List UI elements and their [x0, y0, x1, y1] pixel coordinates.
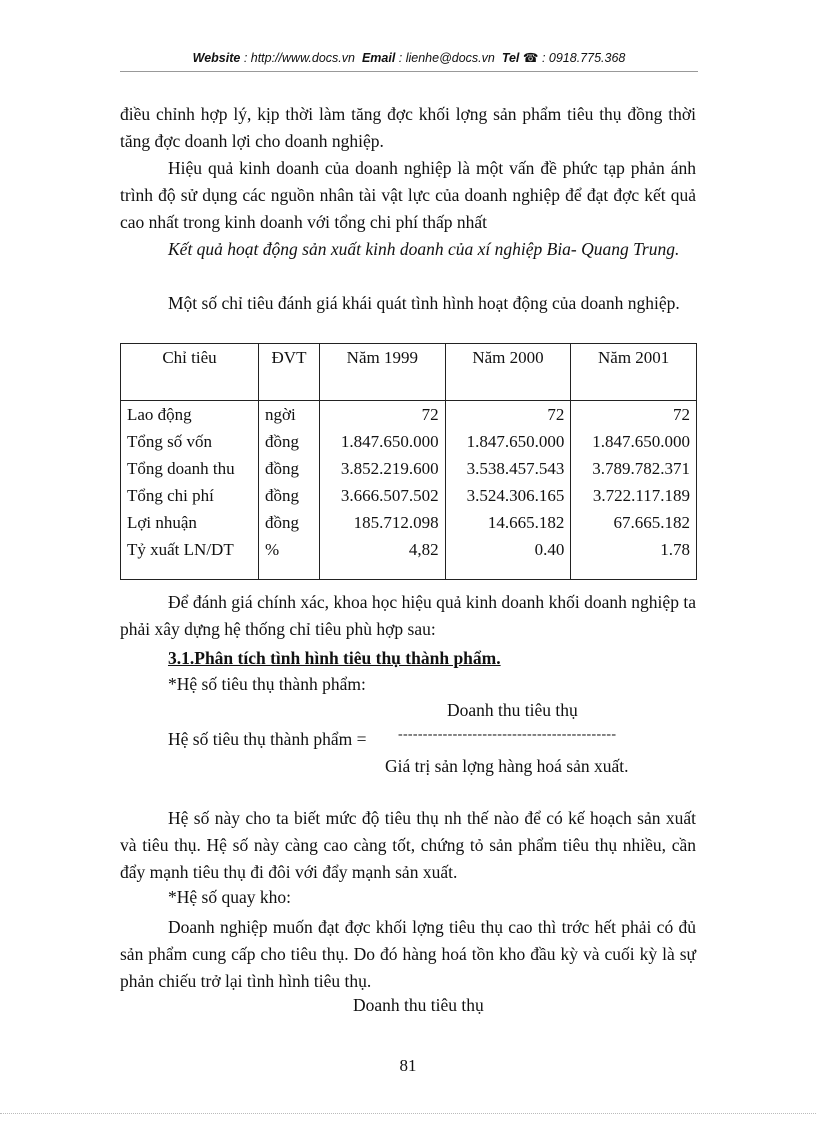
row-unit: đồng: [259, 428, 320, 455]
page-number: 81: [399, 1056, 417, 1075]
row-label: Lợi nhuận: [121, 509, 259, 536]
value-2001: 1.78: [571, 536, 697, 563]
header-2001: Năm 2001: [571, 344, 697, 401]
value-1999: 3.666.507.502: [320, 482, 446, 509]
row-unit: đồng: [259, 509, 320, 536]
value-2001: 3.722.117.189: [571, 482, 697, 509]
row-unit: %: [259, 536, 320, 563]
section-heading: 3.1.Phân tích tình hình tiêu thụ thành phẩm.: [168, 648, 501, 668]
table-row: [121, 509, 697, 536]
tel-value: ☎ : 0918.775.368: [522, 51, 626, 65]
formula-2-label: *Hệ số quay kho:: [168, 887, 291, 907]
email-label: Email: [361, 51, 396, 65]
header-1999: Năm 1999: [320, 344, 446, 401]
row-label: Tổng doanh thu: [121, 455, 259, 482]
website-value: : http://www.docs.vn: [243, 51, 355, 65]
row-label: Lao động: [121, 401, 259, 429]
page-header: [120, 50, 698, 65]
tel-label: Tel: [501, 51, 520, 65]
header-chi-tieu: Chỉ tiêu: [121, 344, 259, 401]
formula-1-numerator: Doanh thu tiêu thụ: [447, 700, 578, 720]
value-2001: 3.789.782.371: [571, 455, 697, 482]
row-label: Tổng số vốn: [121, 428, 259, 455]
table-row: [121, 428, 697, 455]
table-row: [121, 536, 697, 563]
email-value: : lienhe@docs.vn: [398, 51, 495, 65]
paragraph-6: Hệ số này cho ta biết mức độ tiêu thụ nh thế nào để có kế hoạch sản xuất và tiêu thụ. Hệ số này càng cao càng tốt, chứng tỏ sản phẩm tiêu thụ nhiều, cần đẩy mạnh tiêu thụ đi đôi với đẩy mạnh sản xuất.: [120, 808, 696, 882]
value-2000: 0.40: [445, 536, 571, 563]
paragraph-4: Một số chỉ tiêu đánh giá khái quát tình hình hoạt động của doanh nghiệp.: [168, 293, 680, 313]
row-unit: đồng: [259, 455, 320, 482]
fraction-bar: --------------------------------------------: [398, 727, 617, 742]
row-unit: ngời: [259, 401, 320, 429]
row-unit: đồng: [259, 482, 320, 509]
row-label: Tỷ xuất LN/DT: [121, 536, 259, 563]
value-2001: 72: [571, 401, 697, 429]
value-1999: 72: [320, 401, 446, 429]
formula-2-numerator: Doanh thu tiêu thụ: [353, 995, 484, 1015]
value-2000: 1.847.650.000: [445, 428, 571, 455]
table-header-row: [121, 344, 697, 401]
paragraph-5: Để đánh giá chính xác, khoa học hiệu quả kinh doanh khối doanh nghiệp ta phải xây dựng hệ thống chỉ tiêu phù hợp sau:: [120, 592, 696, 639]
header-2000: Năm 2000: [445, 344, 571, 401]
paragraph-7: Doanh nghiệp muốn đạt đợc khối lợng tiêu thụ cao thì trớc hết phải có đủ sản phẩm cung cấp cho tiêu thụ. Do đó hàng hoá tồn kho đầu kỳ và cuối kỳ là sự phản chiếu trở lại tình hình tiêu thụ.: [120, 917, 696, 991]
value-2001: 1.847.650.000: [571, 428, 697, 455]
value-2000: 3.538.457.543: [445, 455, 571, 482]
value-1999: 4,82: [320, 536, 446, 563]
value-1999: 1.847.650.000: [320, 428, 446, 455]
table-row: [121, 455, 697, 482]
page-bottom-border: [0, 1113, 816, 1114]
value-2001: 67.665.182: [571, 509, 697, 536]
results-table: [120, 343, 697, 580]
value-2000: 14.665.182: [445, 509, 571, 536]
value-1999: 3.852.219.600: [320, 455, 446, 482]
value-1999: 185.712.098: [320, 509, 446, 536]
formula-1-denominator: Giá trị sản lợng hàng hoá sản xuất.: [385, 756, 629, 776]
value-2000: 72: [445, 401, 571, 429]
paragraph-2: Hiệu quả kinh doanh của doanh nghiệp là một vấn đề phức tạp phản ánh trình độ sử dụng các nguồn nhân tài vật lực của doanh nghiệp để đạt đợc kết quả cao nhất trong kinh doanh với tổng chi phí thấp nhất: [120, 158, 696, 232]
table-row: [121, 401, 697, 429]
website-label: Website: [192, 51, 241, 65]
header-dvt: ĐVT: [259, 344, 320, 401]
value-2000: 3.524.306.165: [445, 482, 571, 509]
table-row: [121, 482, 697, 509]
formula-1-lhs: Hệ số tiêu thụ thành phẩm =: [168, 729, 367, 749]
paragraph-3-italic: Kết quả hoạt động sản xuất kinh doanh của xí nghiệp Bia- Quang Trung.: [168, 239, 680, 259]
table-spacer-row: [121, 563, 697, 580]
row-label: Tổng chi phí: [121, 482, 259, 509]
formula-1-label: *Hệ số tiêu thụ thành phẩm:: [168, 674, 366, 694]
header-divider: [120, 71, 698, 72]
paragraph-1: điều chỉnh hợp lý, kịp thời làm tăng đợc khối lợng sản phẩm tiêu thụ đồng thời tăng đợc doanh lợi cho doanh nghiệp.: [120, 104, 696, 151]
